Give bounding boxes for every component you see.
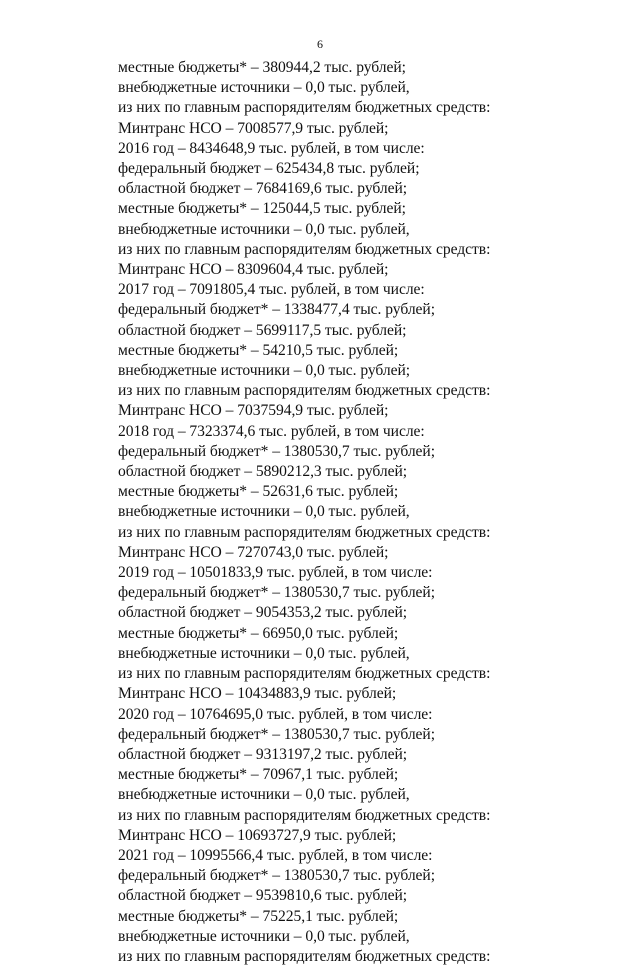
text-line: Минтранс НСО – 8309604,4 тыс. рублей; — [118, 261, 389, 279]
text-line: федеральный бюджет* – 1380530,7 тыс. рублей; — [118, 584, 435, 602]
document-body — [118, 58, 618, 967]
text-line: 2017 год – 7091805,4 тыс. рублей, в том числе: — [118, 281, 425, 299]
text-line: областной бюджет – 9054353,2 тыс. рублей; — [118, 604, 408, 622]
text-line: местные бюджеты* – 54210,5 тыс. рублей; — [118, 341, 399, 359]
text-line: областной бюджет – 5890212,3 тыс. рублей; — [118, 463, 408, 481]
text-line: федеральный бюджет* – 1380530,7 тыс. рублей; — [118, 867, 435, 885]
text-line: областной бюджет – 9313197,2 тыс. рублей; — [118, 745, 408, 763]
text-line: из них по главным распорядителям бюджетных средств: — [118, 806, 491, 824]
text-line: областной бюджет – 9539810,6 тыс. рублей; — [118, 887, 408, 905]
text-line: областной бюджет – 5699117,5 тыс. рублей; — [118, 321, 407, 339]
text-line: 2020 год – 10764695,0 тыс. рублей, в том числе: — [118, 705, 433, 723]
text-line: федеральный бюджет – 625434,8 тыс. рублей; — [118, 160, 420, 178]
text-line: Минтранс НСО – 7037594,9 тыс. рублей; — [118, 402, 389, 420]
text-line: областной бюджет – 7684169,6 тыс. рублей; — [118, 180, 408, 198]
text-line: из них по главным распорядителям бюджетных средств: — [118, 240, 491, 258]
text-line: из них по главным распорядителям бюджетных средств: — [118, 382, 491, 400]
text-line: из них по главным распорядителям бюджетных средств: — [118, 99, 491, 117]
text-line: Минтранс НСО – 7270743,0 тыс. рублей; — [118, 543, 389, 561]
text-line: федеральный бюджет* – 1380530,7 тыс. рублей; — [118, 725, 435, 743]
text-line: местные бюджеты* – 70967,1 тыс. рублей; — [118, 766, 399, 784]
text-line: 2021 год – 10995566,4 тыс. рублей, в том числе: — [118, 846, 433, 864]
text-line: из них по главным распорядителям бюджетных средств: — [118, 665, 491, 683]
text-line: 2016 год – 8434648,9 тыс. рублей, в том числе: — [118, 139, 425, 157]
text-line: внебюджетные источники – 0,0 тыс. рублей, — [118, 644, 410, 662]
text-line: 2018 год – 7323374,6 тыс. рублей, в том числе: — [118, 422, 425, 440]
text-line: федеральный бюджет* – 1380530,7 тыс. рублей; — [118, 442, 435, 460]
text-line: внебюджетные источники – 0,0 тыс. рублей, — [118, 927, 410, 945]
text-line: местные бюджеты* – 52631,6 тыс. рублей; — [118, 483, 399, 501]
text-line: внебюджетные источники – 0,0 тыс. рублей, — [118, 220, 410, 238]
text-line: местные бюджеты* – 75225,1 тыс. рублей; — [118, 907, 399, 925]
text-line: федеральный бюджет* – 1338477,4 тыс. рублей; — [118, 301, 435, 319]
text-line: внебюджетные источники – 0,0 тыс. рублей, — [118, 79, 410, 97]
text-line: местные бюджеты* – 66950,0 тыс. рублей; — [118, 624, 399, 642]
text-line: из них по главным распорядителям бюджетных средств: — [118, 523, 491, 541]
text-line: местные бюджеты* – 125044,5 тыс. рублей; — [118, 200, 406, 218]
page-number: 6 — [317, 37, 323, 51]
text-line: Минтранс НСО – 10693727,9 тыс. рублей; — [118, 826, 397, 844]
text-line: внебюджетные источники – 0,0 тыс. рублей, — [118, 786, 410, 804]
text-line: внебюджетные источники – 0,0 тыс. рублей; — [118, 362, 411, 380]
text-line: Минтранс НСО – 7008577,9 тыс. рублей; — [118, 119, 389, 137]
text-line: местные бюджеты* – 380944,2 тыс. рублей; — [118, 59, 406, 76]
text-line: из них по главным распорядителям бюджетных средств: — [118, 947, 491, 965]
text-line: Минтранс НСО – 10434883,9 тыс. рублей; — [118, 685, 397, 703]
text-line: 2019 год – 10501833,9 тыс. рублей, в том числе: — [118, 564, 433, 582]
text-line: внебюджетные источники – 0,0 тыс. рублей, — [118, 503, 410, 521]
